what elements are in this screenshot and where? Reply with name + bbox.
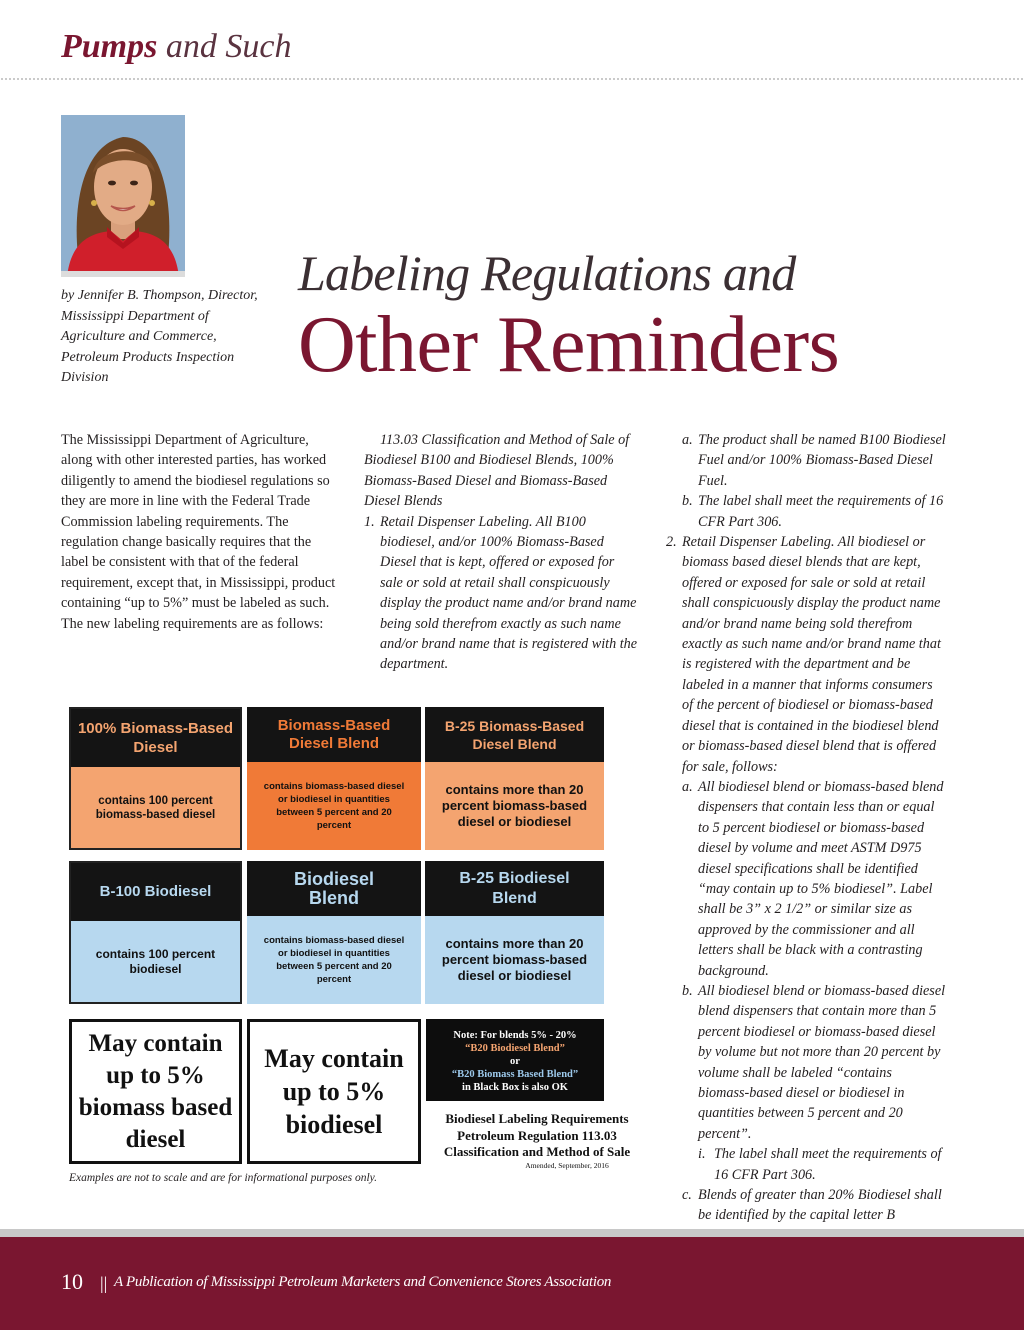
list-marker: c. <box>682 1187 692 1204</box>
author-photo <box>61 115 185 277</box>
list-item-text: Blends of greater than 20% Biodiesel shall be identified by the capital letter B <box>698 1187 942 1224</box>
note-line-3: or <box>510 1056 520 1067</box>
list-item-text: Retail Dispenser Labeling. All B100 biodiesel, and/or 100% Biomass-Based Diesel that is kept, offered or exposed for sale or sold at retail shall conspicuously display the product name and/or brand name being sold therefrom exactly as such name and/or brand name that is registered with the department. <box>380 513 638 673</box>
note-box <box>426 1019 604 1101</box>
label-bottom-text: contains biomass-based diesel or biodiesel in quantities between 5 percent and 20 percent <box>263 781 405 831</box>
list-item-2b <box>666 981 946 1144</box>
label-may-contain-biodiesel <box>247 1019 421 1164</box>
list-marker: 2. <box>666 534 677 551</box>
label-biomass-diesel-blend <box>247 707 421 850</box>
note-line-2: “B20 Biodiesel Blend” <box>465 1043 565 1054</box>
note-line-4: “B20 Biomass Based Blend” <box>451 1069 579 1080</box>
list-item-2 <box>666 532 946 777</box>
label-bottom-text: contains 100 percent biodiesel <box>95 946 216 976</box>
list-marker: a. <box>682 778 693 795</box>
label-top-text: Biodiesel Blend <box>247 861 421 916</box>
label-100-biomass-diesel <box>69 707 242 850</box>
label-top-text: 100% Biomass-Based Diesel <box>71 709 240 767</box>
label-b25-biomass-diesel-blend <box>425 707 604 850</box>
list-item-text: The label shall meet the requirements of 16 CFR Part 306. <box>714 1146 942 1183</box>
requirements-amended: Amended, September, 2016 <box>525 1160 609 1170</box>
label-text: May contain up to 5% biodiesel <box>264 1044 404 1139</box>
header-divider <box>0 77 1024 81</box>
list-marker: b. <box>682 493 693 510</box>
author-byline: by Jennifer B. Thompson, Director, Mississippi Department of Agriculture and Commerce, Petroleum Products Inspection Division <box>61 288 258 385</box>
requirements-title <box>426 1111 648 1171</box>
list-item-1a <box>666 430 946 491</box>
requirements-title-line-3: Classification and Method of Sale <box>443 1144 631 1159</box>
list-item-text: Retail Dispenser Labeling. All biodiesel or biomass based diesel blends that are kept, offered or exposed for sale or sold at retail shall conspicuously display the product name and/or brand name being sold therefrom exactly as such name and/or brand name that is registered with the department and be labeled in a manner that informs consumers of the percent of biodiesel or biomass-based diesel that is contained in the biodiesel blend or biomass-based diesel blend that is offered for sale, follows: <box>682 534 941 775</box>
article-title-line2: Other Reminders <box>298 301 840 389</box>
note-line-1: Note: For blends 5% - 20% <box>453 1030 577 1041</box>
list-item-2b-i <box>666 1144 946 1185</box>
requirements-title-line-1: Biodiesel Labeling Requirements <box>445 1111 629 1126</box>
article-title-line1: Labeling Regulations and <box>298 245 796 301</box>
requirements-title-line-2: Petroleum Regulation 113.03 <box>457 1127 617 1143</box>
note-line-5: in Black Box is also OK <box>462 1082 568 1093</box>
label-b25-biodiesel-blend <box>425 861 604 1004</box>
section-header <box>61 28 291 66</box>
label-bottom-text: contains more than 20 percent biomass-based diesel or biodiesel <box>441 936 588 983</box>
list-item-1b <box>666 491 946 532</box>
label-b100-biodiesel <box>69 861 242 1004</box>
label-bottom-text: contains biomass-based diesel or biodiesel in quantities between 5 percent and 20 percent <box>263 935 405 985</box>
section-header-bold: Pumps <box>61 28 158 65</box>
label-top-text: Biomass-Based Diesel Blend <box>247 707 421 762</box>
list-marker: i. <box>698 1146 706 1163</box>
label-top-text: B-100 Biodiesel <box>71 863 240 921</box>
list-marker: 1. <box>364 513 375 530</box>
label-may-contain-biomass <box>69 1019 242 1164</box>
footer-stripe <box>0 1229 1024 1237</box>
label-bottom-text: contains 100 percent biomass-based diesel <box>95 794 216 821</box>
list-item-2a <box>666 777 946 981</box>
publication-name: A Publication of Mississippi Petroleum Marketers and Convenience Stores Association <box>114 1274 612 1290</box>
label-bottom-text: contains more than 20 percent biomass-based diesel or biodiesel <box>441 782 588 829</box>
regulation-heading: 113.03 Classification and Method of Sale of Biodiesel B100 and Biodiesel Blends, 100% Biomass-Based Diesel and Biomass-Based Diesel Blends <box>364 432 630 510</box>
list-item-text: The product shall be named B100 Biodiesel Fuel and/or 100% Biomass-Based Diesel Fuel. <box>698 432 946 489</box>
page-number: 10 <box>61 1269 83 1294</box>
article-column-1 <box>61 430 336 634</box>
article-column-3 <box>666 430 946 1246</box>
intro-paragraph: The Mississippi Department of Agriculture, along with other interested parties, has worked diligently to amend the biodiesel regulations so they are more in line with the Federal Trade Commission labeling requirements. The regulation change basically requires that the label be consistent with that of the federal requirement, except that, in Mississippi, product containing “up to 5%” must be labeled as such. The new labeling requirements are as follows: <box>61 432 336 632</box>
list-item-text: All biodiesel blend or biomass-based blend dispensers that contain less than or equal to 5 percent biodiesel or biomass-based diesel by volume and meet ASTM D975 diesel specifications shall be identified “may contain up to 5% biodiesel”. Label shall be 3” x 2 1/2” or similar size as approved by the commissioner and all letters shall be black with a contrasting background. <box>698 778 944 979</box>
list-item-text: All biodiesel blend or biomass-based diesel blend dispensers that contain more than 5 percent biodiesel or biomass-based diesel by volume but not more than 20 percent by volume shall be labeled “contains biomass-based diesel or biodiesel in quantities between 5 percent and 20 percent”. <box>698 982 946 1142</box>
label-biodiesel-blend <box>247 861 421 1004</box>
label-top-text: B-25 Biodiesel Blend <box>425 861 604 916</box>
author-portrait-image <box>61 115 185 277</box>
section-header-rest: and Such <box>157 28 292 65</box>
figure-caption: Examples are not to scale and are for informational purposes only. <box>69 1172 378 1184</box>
article-column-2 <box>364 430 640 675</box>
label-top-text: B-25 Biomass-Based Diesel Blend <box>425 707 604 762</box>
list-item-1 <box>364 512 640 675</box>
footer-separator: || <box>100 1273 108 1293</box>
list-marker: a. <box>682 432 693 448</box>
list-item-text: The label shall meet the requirements of 16 CFR Part 306. <box>698 493 944 530</box>
label-text: May contain up to 5% biomass based diesel <box>78 1029 233 1153</box>
list-marker: b. <box>682 982 693 999</box>
